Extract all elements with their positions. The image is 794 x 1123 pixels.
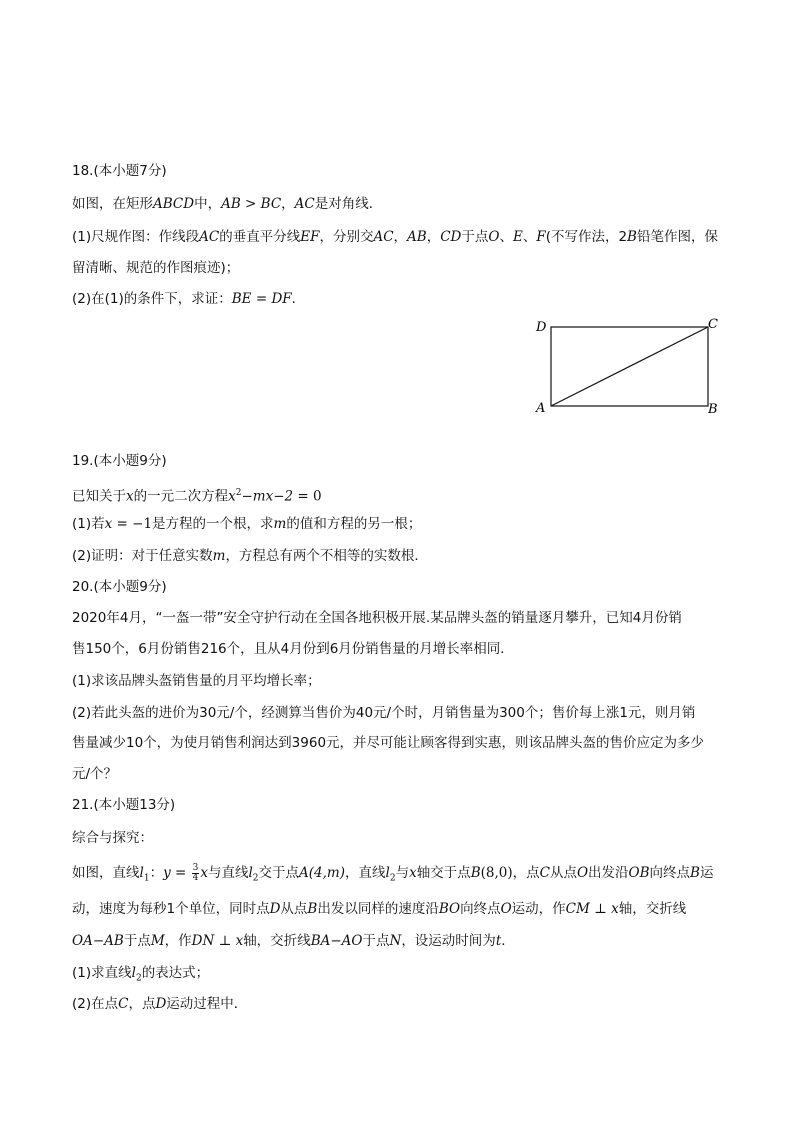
- q20-header: 20.(本小题9分): [72, 579, 167, 595]
- q19-stem: 已知关于x的一元二次方程$x^2-mx-2 = 0$: [72, 488, 322, 505]
- label-d: D: [536, 320, 547, 335]
- q18-header: 18.(本小题7分): [72, 163, 167, 179]
- q18-part1-line1: (1)尺规作图：作线段AC的垂直平分线EF，分别交AC，AB，CD于点O、E、F(不写作法，2B铅笔作图，保: [72, 229, 718, 245]
- diagonal-ac: [551, 327, 708, 406]
- q20-part1: (1)求该品牌头盔销售量的月平均增长率；: [72, 673, 321, 689]
- label-b: B: [708, 402, 718, 417]
- q21-stem-line3: OA−AB于点M，作DN ⊥ x轴，交折线BA−AO于点N，设运动时间为t．: [72, 933, 515, 949]
- q18-part2: (2)在(1)的条件下，求证：BE = DF．: [72, 291, 306, 307]
- q19-part2: (2)证明：对于任意实数m，方程总有两个不相等的实数根．: [72, 548, 428, 564]
- q19-part1: (1)若x = −1是方程的一个根，求m的值和方程的另一根；: [72, 516, 422, 532]
- q20-part2-line3: 元/个？: [72, 766, 118, 782]
- rectangle-abcd-figure: [530, 312, 726, 420]
- label-c: C: [708, 317, 718, 332]
- q21-stem-line2: 动，速度为每秒1个单位，同时点D从点B出发以同样的速度沿BO向终点O运动，作CM ⊥ x轴，交折线: [72, 901, 687, 917]
- q20-part2-line2: 售量减少10个，为使月销售利润达到3960元，并尽可能让顾客得到实惠，则该品牌头盔的售价应定为多少: [72, 735, 705, 751]
- q20-stem-line2: 售150个，6月份销售216个，且从4月份到6月份销售量的月增长率相同．: [72, 641, 514, 657]
- q21-stem-line1: 如图，直线$l_1$：y = $\frac{3}{4}$ x与直线$l_2$交于点A(4,m)，直线$l_2$与x轴交于点B(8,0)，点C从点O出发沿OB向终点B运: [72, 862, 714, 884]
- q21-header: 21.(本小题13分): [72, 797, 176, 813]
- q20-stem-line1: 2020年4月，“一盔一带”安全守护行动在全国各地积极开展.某品牌头盔的销量逐月攀升，已知4月份销: [72, 610, 682, 626]
- q21-intro: 综合与探究：: [72, 830, 153, 846]
- q20-part2-line1: (2)若此头盔的进价为30元/个，经测算当售价为40元/个时，月销售量为300个；售价每上涨1元，则月销: [72, 705, 696, 721]
- q21-part2: (2)在点C，点D运动过程中．: [72, 996, 248, 1012]
- q18-part1-line2: 留清晰、规范的作图痕迹)；: [72, 260, 240, 276]
- label-a: A: [536, 401, 546, 416]
- q18-stem: 如图，在矩形ABCD中，AB > BC，AC是对角线．: [72, 196, 383, 212]
- fraction-three-quarters: $\frac{3}{4}$: [192, 862, 199, 883]
- q19-header: 19.(本小题9分): [72, 453, 167, 469]
- q21-part1: (1)求直线$l_2$的表达式；: [72, 965, 210, 984]
